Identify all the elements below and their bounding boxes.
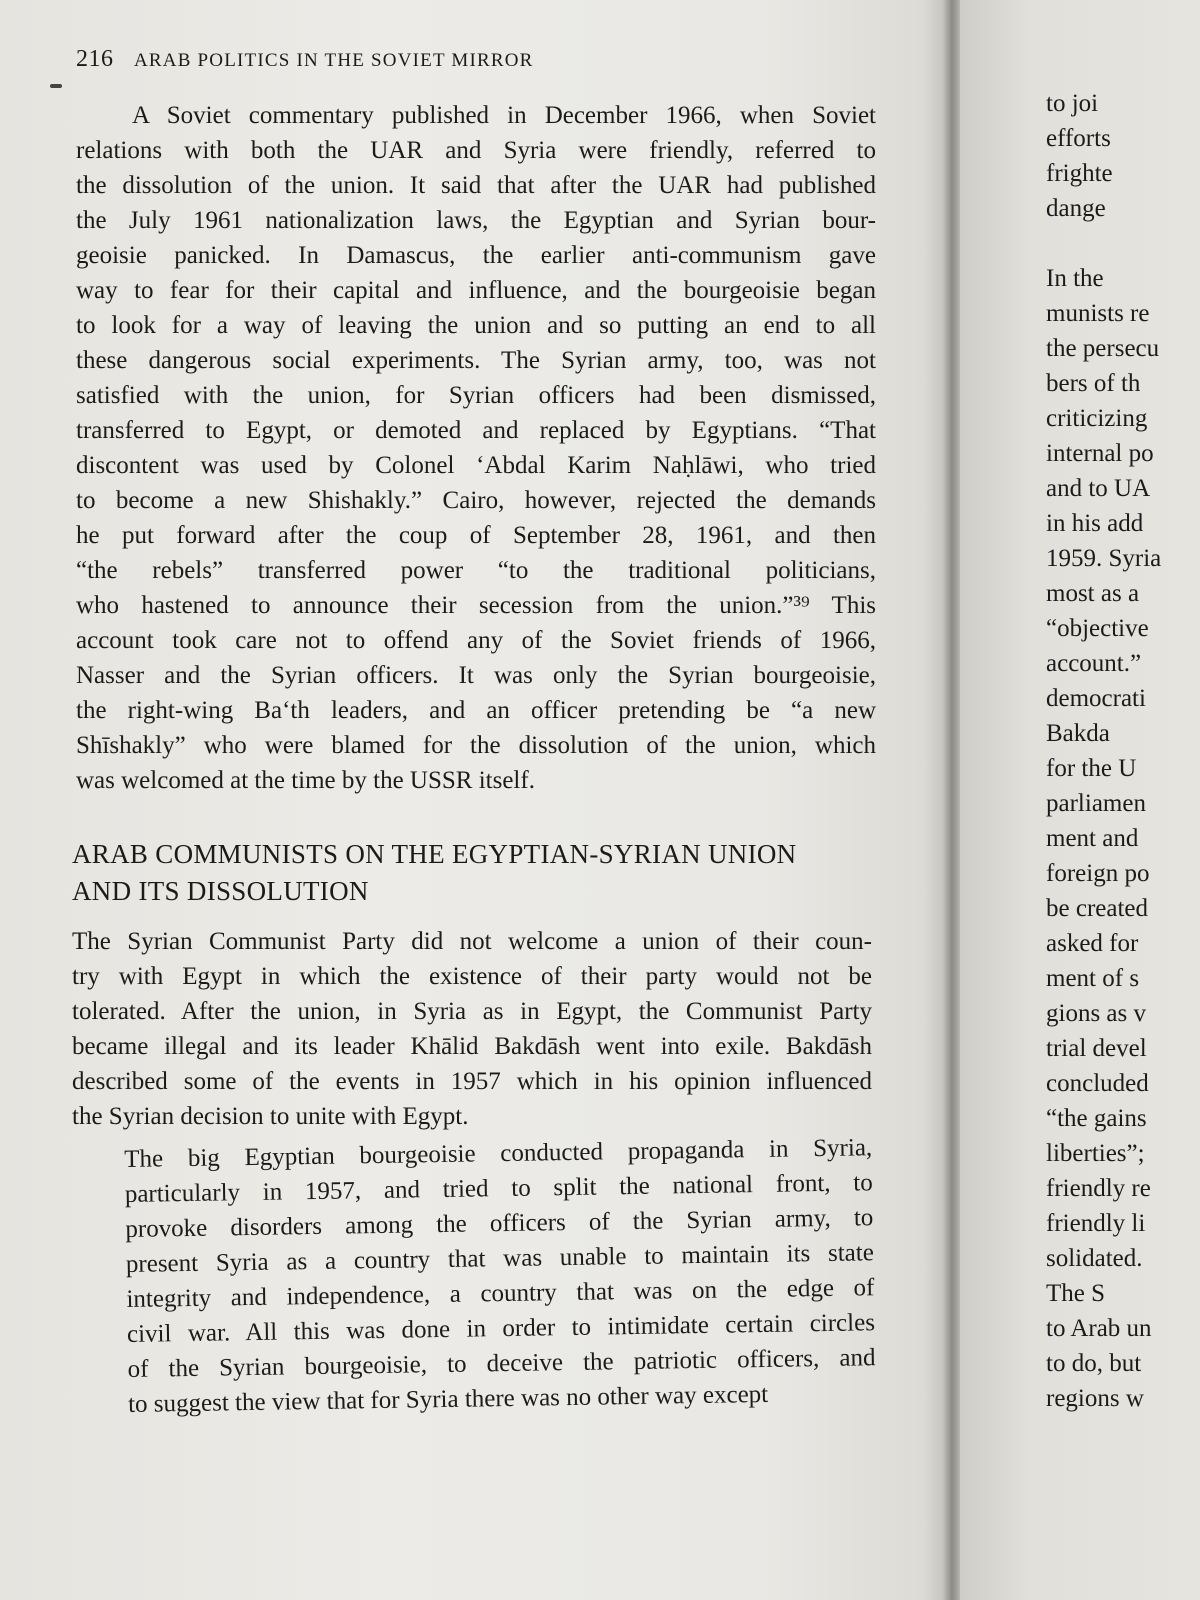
text-line: way to fear for their capital and influence, and the bourgeoisie began bbox=[76, 277, 876, 304]
text-line: the July 1961 nationalization laws, the Egyptian and Syrian bour- bbox=[76, 207, 876, 234]
right-page-line: to Arab un bbox=[1046, 1315, 1152, 1342]
text-line: tolerated. After the union, in Syria as in Egypt, the Communist Party bbox=[72, 998, 872, 1025]
text-line: to look for a way of leaving the union and so putting an end to all bbox=[76, 312, 876, 339]
right-page-line: the persecu bbox=[1046, 335, 1160, 362]
text-line: The Syrian Communist Party did not welcome a union of their coun- bbox=[72, 928, 872, 955]
text-line: became illegal and its leader Khālid Bakdāsh went into exile. Bakdāsh bbox=[72, 1033, 872, 1060]
block-quote-bakdash bbox=[124, 1130, 876, 1422]
text-line: the right-wing Ba‘th leaders, and an officer pretending be “a new bbox=[76, 697, 876, 724]
running-header bbox=[76, 46, 534, 73]
right-page-line: internal po bbox=[1046, 440, 1154, 467]
right-page-line: liberties”; bbox=[1046, 1140, 1145, 1167]
right-page-line: to joi bbox=[1046, 90, 1099, 117]
text-line: the Syrian decision to unite with Egypt. bbox=[72, 1103, 469, 1130]
right-page-line: criticizing bbox=[1046, 405, 1148, 432]
text-line: these dangerous social experiments. The Syrian army, too, was not bbox=[76, 347, 876, 374]
text-line: was welcomed at the time by the USSR itself. bbox=[76, 767, 535, 794]
right-page-line: “the gains bbox=[1046, 1105, 1147, 1132]
right-page-line: regions w bbox=[1046, 1385, 1144, 1412]
right-page-line: account.” bbox=[1046, 650, 1142, 677]
right-page-line: trial devel bbox=[1046, 1035, 1147, 1062]
right-page-line: friendly li bbox=[1046, 1210, 1146, 1237]
right-page-line: solidated. bbox=[1046, 1245, 1143, 1272]
right-page-line: In the bbox=[1046, 265, 1104, 292]
text-line: try with Egypt in which the existence of their party would not be bbox=[72, 963, 872, 990]
right-page-line bbox=[1046, 226, 1161, 261]
right-page-line: parliamen bbox=[1046, 790, 1146, 817]
heading-line: AND ITS DISSOLUTION bbox=[72, 876, 369, 906]
text-line: integrity and independence, a country that was on the edge of bbox=[126, 1274, 875, 1313]
paragraph-soviet-commentary bbox=[76, 98, 876, 798]
right-page-line: The S bbox=[1046, 1280, 1106, 1307]
right-page-line: most as a bbox=[1046, 580, 1140, 607]
text-line: discontent was used by Colonel ‘Abdal Karim Naḥlāwi, who tried bbox=[76, 452, 876, 479]
text-line: the dissolution of the union. It said that after the UAR had published bbox=[76, 172, 876, 199]
right-page-line: foreign po bbox=[1046, 860, 1150, 887]
right-page-line: dange bbox=[1046, 195, 1106, 222]
text-line: particularly in 1957, and tried to split the national front, to bbox=[124, 1169, 873, 1208]
text-line: present Syria as a country that was unable to maintain its state bbox=[125, 1239, 875, 1278]
text-line: provoke disorders among the officers of the Syrian army, to bbox=[125, 1204, 874, 1243]
right-page-line: Bakda bbox=[1046, 720, 1110, 747]
text-line: who hastened to announce their secession from the union.”³⁹ This bbox=[76, 592, 876, 619]
text-line: civil war. All this was done in order to intimidate certain circles bbox=[126, 1309, 876, 1348]
right-page-line: and to UA bbox=[1046, 475, 1151, 502]
right-page-line: “objective bbox=[1046, 615, 1149, 642]
paragraph-syrian-communist-party bbox=[72, 924, 872, 1134]
text-line: geoisie panicked. In Damascus, the earlier anti-communism gave bbox=[76, 242, 876, 269]
text-line: “the rebels” transferred power “to the traditional politicians, bbox=[76, 557, 876, 584]
right-page-line: to do, but bbox=[1046, 1350, 1142, 1377]
text-line: satisfied with the union, for Syrian officers had been dismissed, bbox=[76, 382, 876, 409]
right-page-line: gions as v bbox=[1046, 1000, 1146, 1027]
right-page-line: friendly re bbox=[1046, 1175, 1151, 1202]
right-page-line: concluded bbox=[1046, 1070, 1149, 1097]
right-page-line: frighte bbox=[1046, 160, 1113, 187]
right-page-line: in his add bbox=[1046, 510, 1144, 537]
right-page-line: ment of s bbox=[1046, 965, 1140, 992]
text-line: to suggest the view that for Syria there was no other way except bbox=[127, 1380, 769, 1418]
text-line: Shīshakly” who were blamed for the dissolution of the union, which bbox=[76, 732, 876, 759]
text-line: The big Egyptian bourgeoisie conducted propaganda in Syria, bbox=[124, 1134, 873, 1173]
right-page bbox=[960, 0, 1200, 1600]
margin-mark bbox=[50, 84, 62, 88]
running-title: ARAB POLITICS IN THE SOVIET MIRROR bbox=[134, 50, 534, 71]
text-line: he put forward after the coup of September 28, 1961, and then bbox=[76, 522, 876, 549]
right-page-line: be created bbox=[1046, 895, 1149, 922]
text-line: of the Syrian bourgeoisie, to deceive the patriotic officers, and bbox=[127, 1344, 876, 1383]
right-page-line: bers of th bbox=[1046, 370, 1141, 397]
text-line: account took care not to offend any of the Soviet friends of 1966, bbox=[76, 627, 876, 654]
section-heading bbox=[72, 836, 796, 910]
text-line: described some of the events in 1957 which in his opinion influenced bbox=[72, 1068, 872, 1095]
text-line: relations with both the UAR and Syria were friendly, referred to bbox=[76, 137, 876, 164]
right-page-line: ment and bbox=[1046, 825, 1139, 852]
right-page-text bbox=[1046, 86, 1161, 1416]
right-page-line: asked for bbox=[1046, 930, 1139, 957]
heading-line: ARAB COMMUNISTS ON THE EGYPTIAN-SYRIAN UNION bbox=[72, 839, 797, 869]
text-line: to become a new Shishakly.” Cairo, however, rejected the demands bbox=[76, 487, 876, 514]
right-page-line: democrati bbox=[1046, 685, 1146, 712]
right-page-line: for the U bbox=[1046, 755, 1137, 782]
right-page-line: munists re bbox=[1046, 300, 1150, 327]
right-page-line: 1959. Syria bbox=[1046, 545, 1162, 572]
page-number: 216 bbox=[76, 46, 114, 72]
text-line: Nasser and the Syrian officers. It was only the Syrian bourgeoisie, bbox=[76, 662, 876, 689]
text-line: transferred to Egypt, or demoted and replaced by Egyptians. “That bbox=[76, 417, 876, 444]
text-line: A Soviet commentary published in December 1966, when Soviet bbox=[132, 102, 876, 129]
right-page-line: efforts bbox=[1046, 125, 1111, 152]
